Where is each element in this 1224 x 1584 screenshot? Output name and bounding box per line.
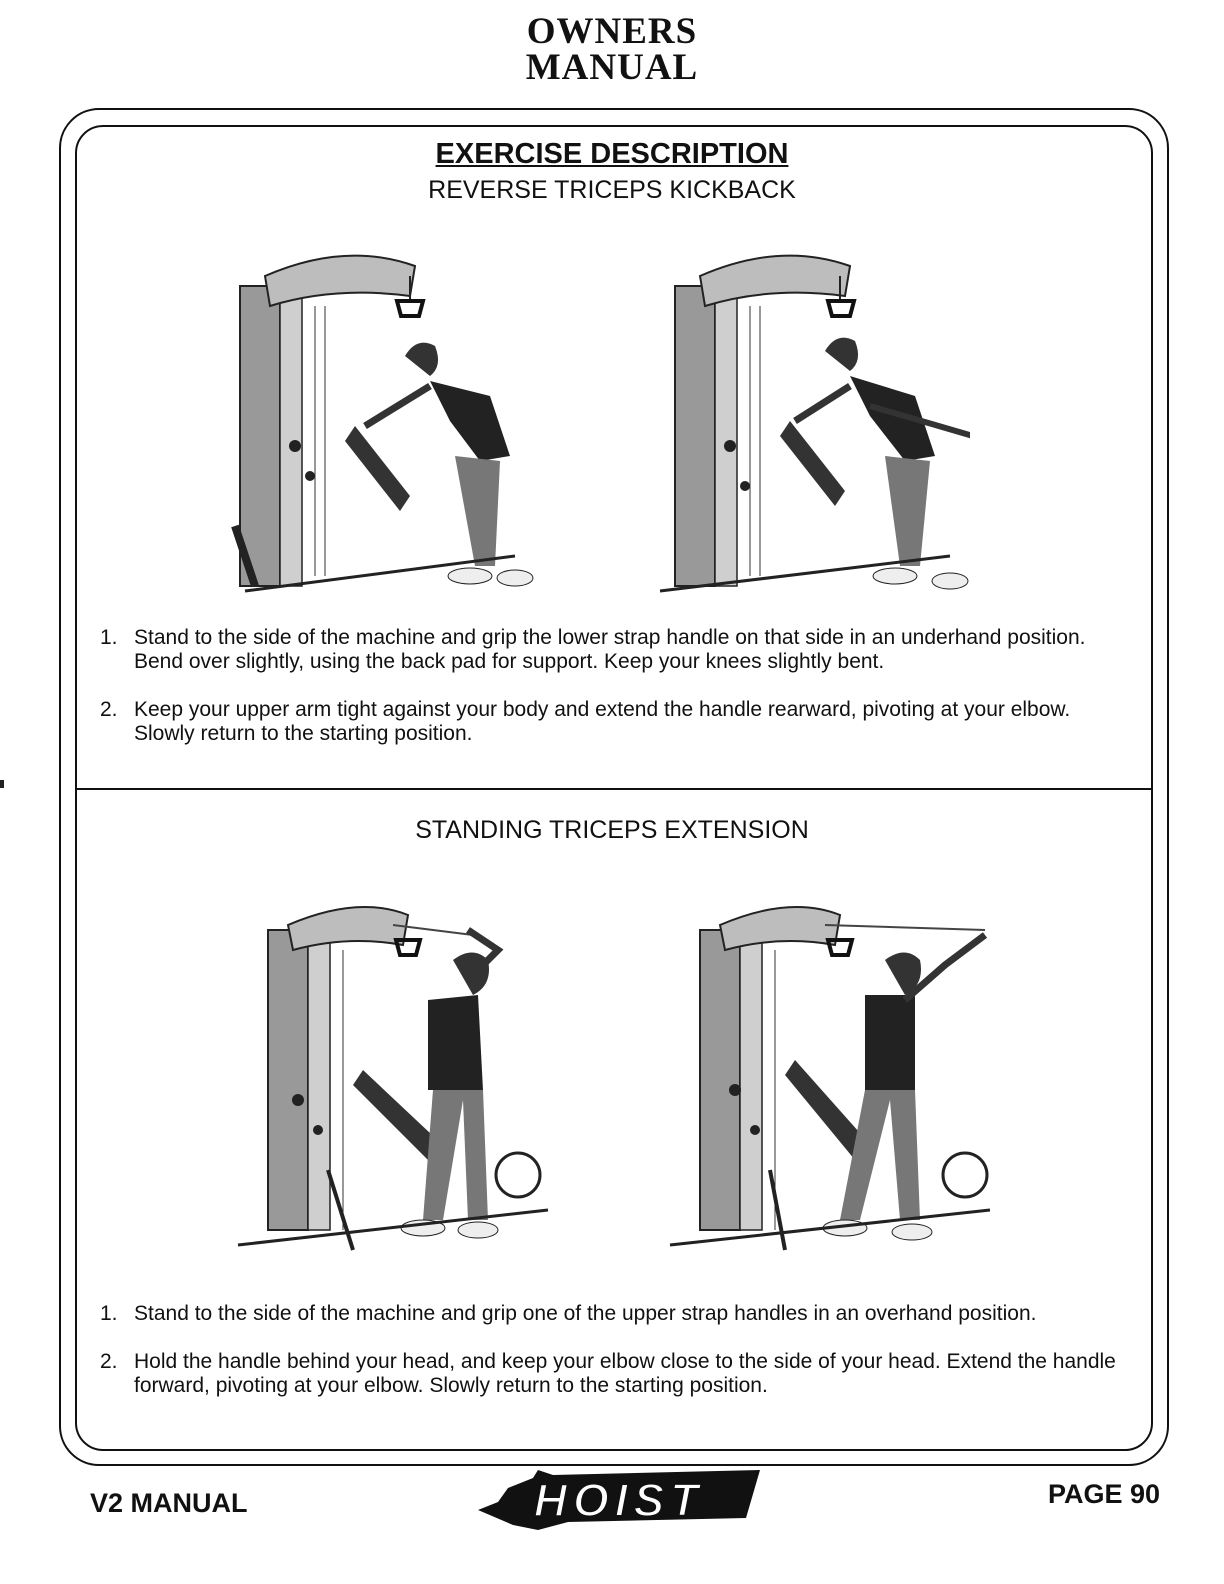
- list-item: [100, 1302, 1130, 1326]
- hoist-logo-text: HOIST: [533, 1474, 705, 1526]
- exercise-steps-kickback: [100, 626, 1130, 770]
- exercise-photo-kickback-start: [225, 246, 545, 596]
- exercise-steps-extension: [100, 1302, 1130, 1422]
- exercise-title-standing-extension: STANDING TRICEPS EXTENSION: [415, 816, 809, 844]
- section-heading: EXERCISE DESCRIPTION: [435, 138, 789, 170]
- step-text: Hold the handle behind your head, and keep your elbow close to the side of your head. Extend the handle forward, pivoting at your elbow. Slowly return to the starting position.: [134, 1350, 1116, 1397]
- step-number: 2.: [100, 698, 118, 721]
- step-text: Keep your upper arm tight against your body and extend the handle rearward, pivoting at your elbow. Slowly return to the starting position.: [134, 698, 1071, 745]
- exercise-photo-extension-start: [228, 900, 568, 1260]
- exercise-photo-extension-end: [660, 900, 1000, 1260]
- step-number: 1.: [100, 626, 118, 649]
- manual-title-line1: OWNERS: [526, 11, 698, 52]
- footer-manual-label: V2 MANUAL: [90, 1488, 248, 1518]
- step-text: Stand to the side of the machine and grip the lower strap handle on that side in an underhand position. Bend over slightly, using the back pad for support. Keep your knees slightly bent.: [134, 626, 1086, 673]
- manual-title: [0, 11, 1224, 88]
- list-item: [100, 698, 1130, 746]
- manual-title-line2: MANUAL: [525, 47, 699, 88]
- list-item: [100, 626, 1130, 674]
- list-item: [100, 1350, 1130, 1398]
- hoist-logo: [478, 1470, 760, 1530]
- section-divider: [76, 788, 1152, 790]
- page-number: PAGE 90: [1047, 1479, 1160, 1509]
- step-text: Stand to the side of the machine and grip one of the upper strap handles in an overhand position.: [134, 1302, 1037, 1325]
- exercise-title-reverse-kickback: REVERSE TRICEPS KICKBACK: [428, 176, 796, 204]
- exercise-photo-kickback-end: [650, 246, 970, 596]
- step-number: 2.: [100, 1350, 118, 1373]
- scan-mark: [0, 780, 4, 788]
- step-number: 1.: [100, 1302, 118, 1325]
